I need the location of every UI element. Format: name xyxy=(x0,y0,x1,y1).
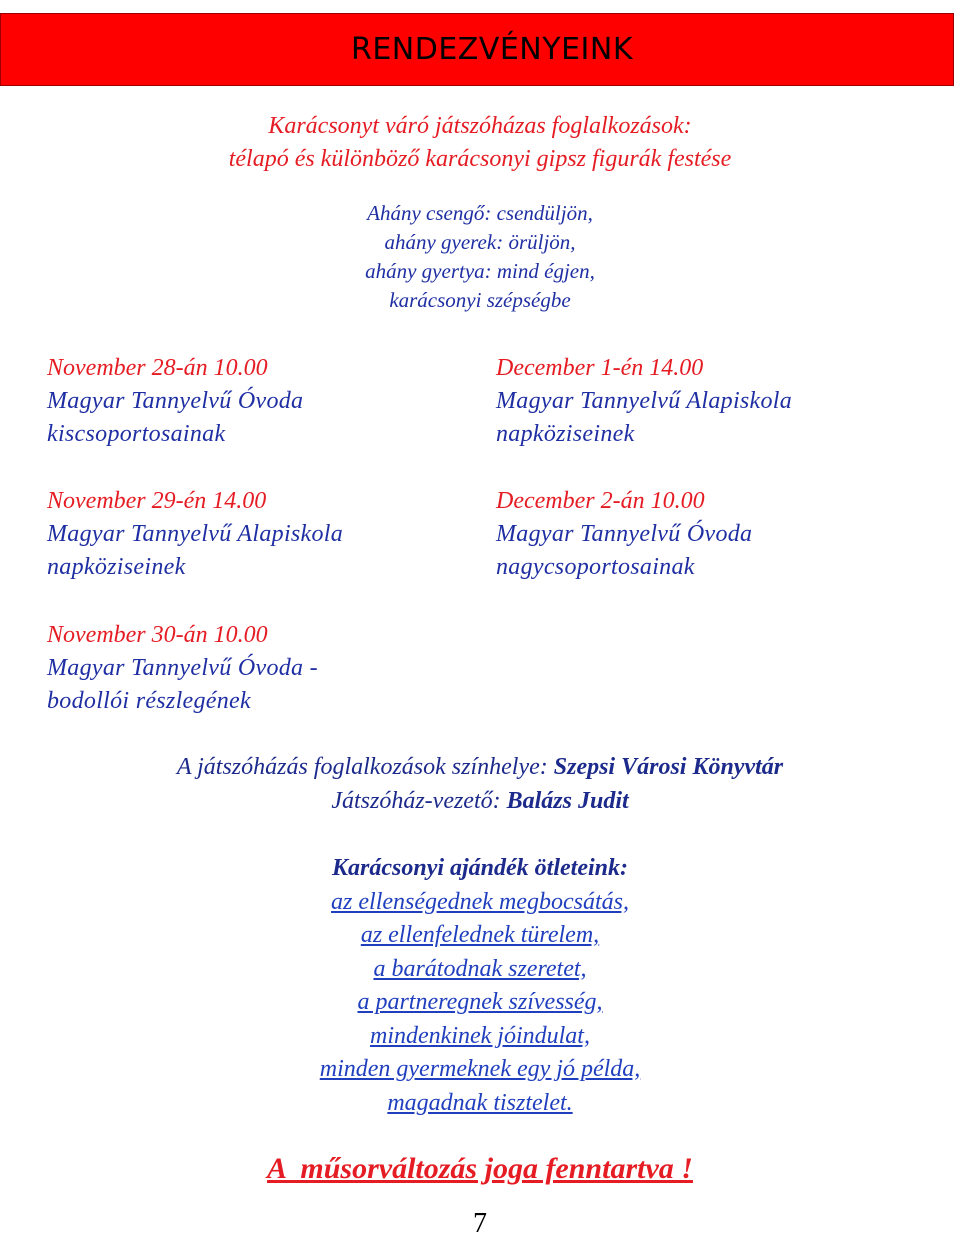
program-change-notice xyxy=(0,1152,960,1186)
gift-idea-item: a barátodnak szeretet, xyxy=(373,955,587,982)
gift-idea-item: a partneregnek szívesség, xyxy=(357,989,603,1015)
intro-line: télapó és különböző karácsonyi gipsz figurák festése xyxy=(228,146,732,172)
event-group: napköziseinek xyxy=(496,421,635,447)
event-place: Magyar Tannyelvű Óvoda xyxy=(496,521,753,547)
header-banner xyxy=(0,13,954,86)
venue-line xyxy=(0,750,960,784)
event-entry xyxy=(47,485,343,584)
gift-idea-item: minden gyermeknek egy jó példa, xyxy=(319,1056,641,1082)
venue-label: A játszóházás foglalkozások színhelye: xyxy=(176,754,554,780)
notice-text: A műsorváltozás joga fenntartva ! xyxy=(267,1152,693,1185)
poem-line: karácsonyi szépségbe xyxy=(389,288,571,312)
poem-line: Ahány csengő: csendüljön, xyxy=(367,201,593,225)
event-date: November 30-án 10.00 xyxy=(47,622,268,648)
event-place: Magyar Tannyelvű Óvoda - xyxy=(47,655,318,681)
event-date: November 28-án 10.00 xyxy=(47,355,268,381)
leader-label: Játszóház-vezető: xyxy=(331,788,507,814)
venue-block xyxy=(0,750,960,818)
gift-ideas-block xyxy=(0,852,960,1120)
event-date: December 1-én 14.00 xyxy=(496,355,704,381)
poem-line: ahány gyertya: mind égjen, xyxy=(365,259,595,283)
gift-idea-item: az ellenfelednek türelem, xyxy=(360,922,600,948)
leader-value: Balázs Judit xyxy=(506,788,629,814)
event-place: Magyar Tannyelvű Alapiskola xyxy=(496,388,793,414)
event-entry xyxy=(47,352,303,451)
event-entry xyxy=(47,619,318,718)
event-group: napköziseinek xyxy=(47,554,186,580)
page-number: 7 xyxy=(473,1208,487,1239)
event-entry xyxy=(496,352,792,451)
event-place: Magyar Tannyelvű Óvoda xyxy=(47,388,304,414)
leader-line xyxy=(0,784,960,818)
gift-idea-item: az ellenségednek megbocsátás, xyxy=(331,888,629,915)
poem-block xyxy=(0,199,960,315)
intro-block xyxy=(0,110,960,176)
gift-idea-item: magadnak tisztelet. xyxy=(387,1089,573,1116)
event-entry xyxy=(496,485,752,584)
event-group: bodollói részlegének xyxy=(47,688,251,714)
event-group: kiscsoportosainak xyxy=(47,421,226,447)
gift-idea-item: mindenkinek jóindulat, xyxy=(370,1022,590,1049)
event-date: November 29-én 14.00 xyxy=(47,488,267,514)
event-group: nagycsoportosainak xyxy=(496,554,695,580)
intro-line: Karácsonyt váró játszóházas foglalkozások: xyxy=(268,113,692,139)
venue-value: Szepsi Városi Könyvtár xyxy=(553,754,784,780)
page-title: RENDEZVÉNYEINK xyxy=(350,32,633,67)
event-date: December 2-án 10.00 xyxy=(496,488,705,514)
event-place: Magyar Tannyelvű Alapiskola xyxy=(47,521,344,547)
poem-line: ahány gyerek: örüljön, xyxy=(384,230,576,254)
gift-ideas-heading: Karácsonyi ajándék ötleteink: xyxy=(332,855,628,881)
